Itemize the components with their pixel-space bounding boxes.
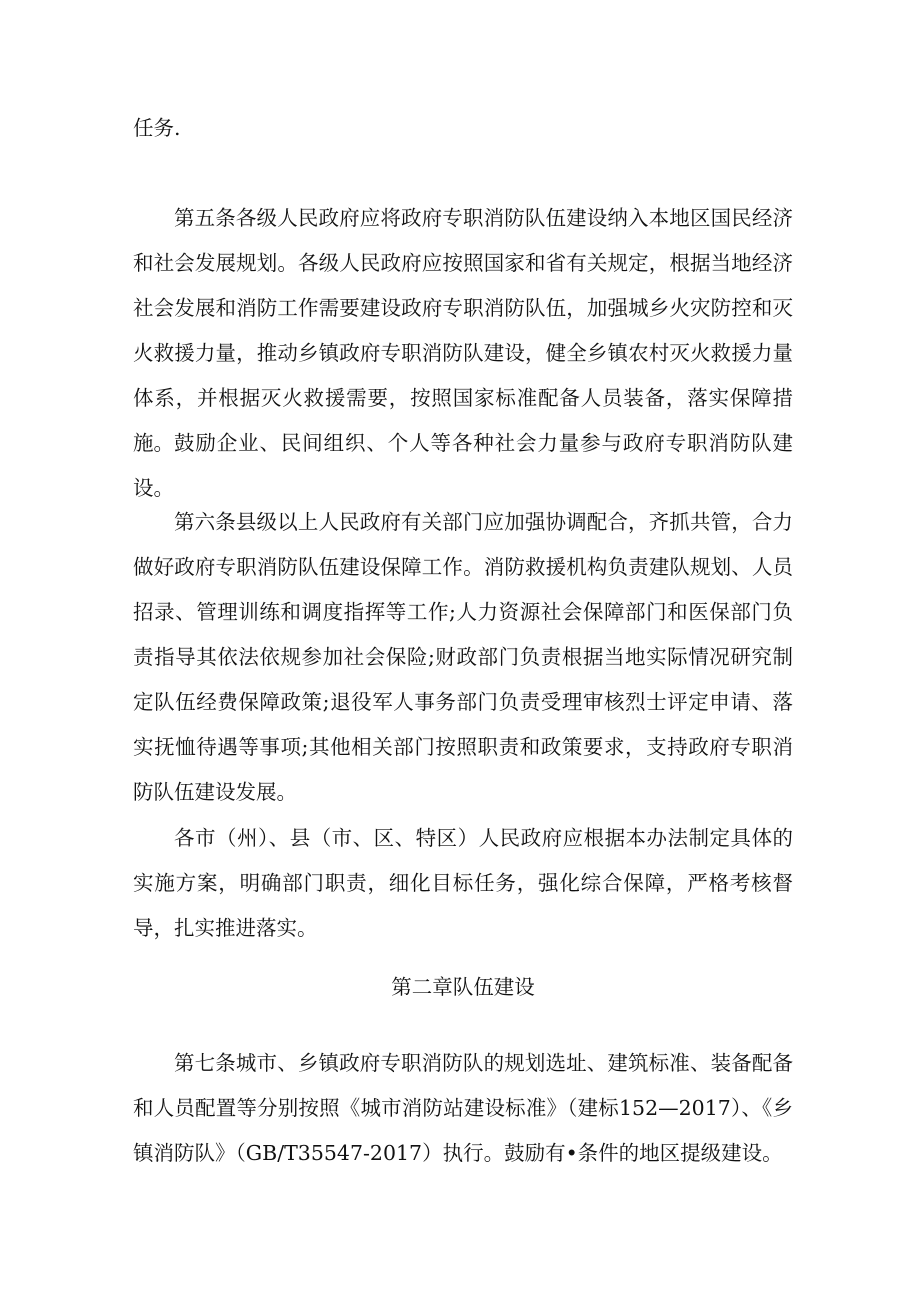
paragraph-article-7: 第七条城市、乡镇政府专职消防队的规划选址、建筑标准、装备配备和人员配置等分别按照《城市消防站建设标准》（建标152—2017）、《乡镇消防队》（GB/T35547-2017）执行。鼓励有•条件的地区提级建设。 [133,1051,793,1165]
paragraph-encourage: 鼓励企业、民间组织、个人等各种社会力量参与政府专职消防队建设。 [133,431,793,500]
chapter-heading: 第二章队伍建设 [391,975,535,999]
paragraph-continuation: 任务. [133,116,181,140]
paragraph-article-6: 第六条县级以上人民政府有关部门应加强协调配合，齐抓共管，合力做好政府专职消防队伍建设保障工作。消防救援机构负责建队规划、人员招录、管理训练和调度指挥等工作;人力资源社会保障部门和医保部门负责指导其依法依规参加社会保险;财政部门负责根据当地实际情况研究制定队伍经费保障政策;退役军人事务部门负责受理审核烈士评定申请、落实抚恤待遇等事项;其他相关部门按照职责和政策要求，支持政府专职消防队伍建设发展。 [133,510,793,804]
paragraph-implementation: 各市（州）、县（市、区、特区）人民政府应根据本办法制定具体的实施方案，明确部门职责，细化目标任务，强化综合保障，严格考核督导，扎实推进落实。 [133,826,793,940]
paragraph-article-5: 第五条各级人民政府应将政府专职消防队伍建设纳入本地区国民经济和社会发展规划。各级人民政府应按照国家和省有关规定，根据当地经济社会发展和消防工作需要建设政府专职消防队伍，加强城乡火灾防控和灭火救援力量，推动乡镇政府专职消防队建设，健全乡镇农村灭火救援力量体系，并根据灭火救援需要，按照国家标准配备人员装备，落实保障措施。 [133,206,793,455]
